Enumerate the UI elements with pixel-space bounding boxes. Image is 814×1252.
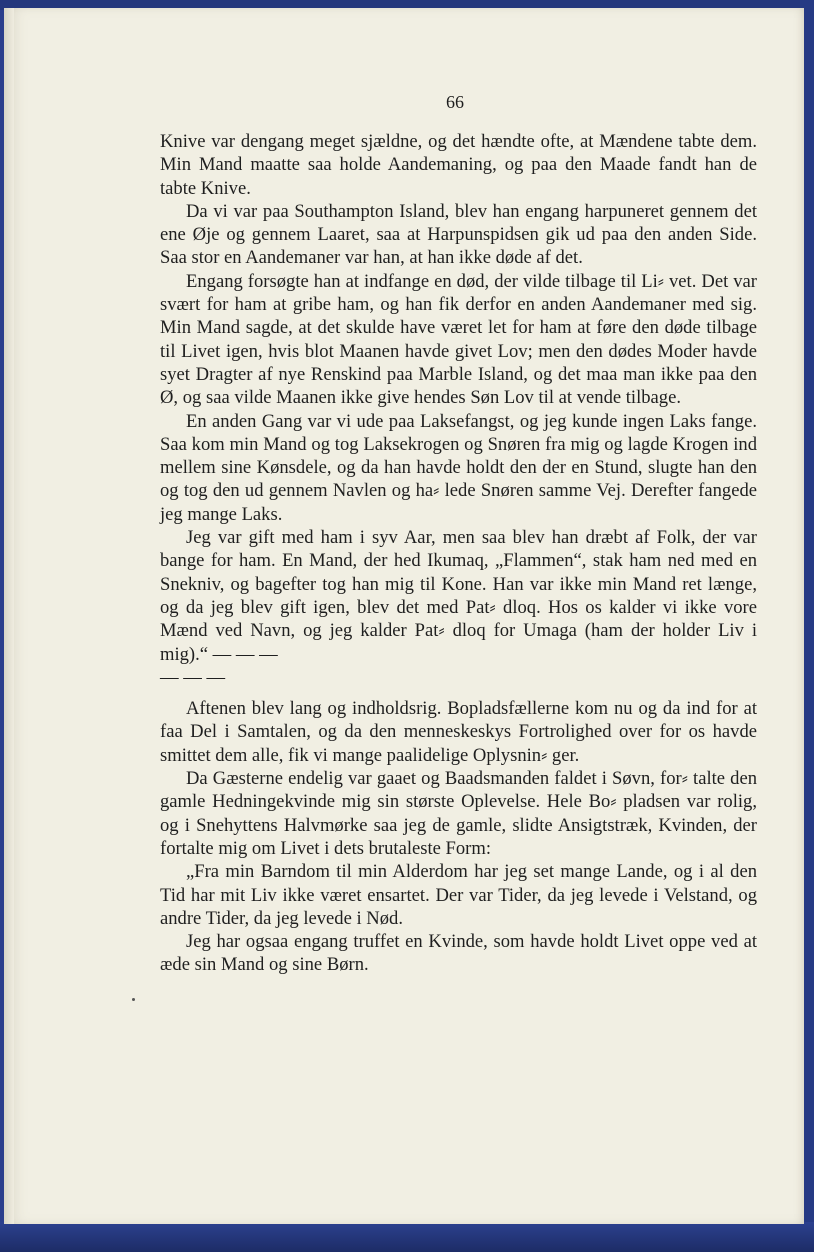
paragraph: Jeg har ogsaa engang truffet en Kvinde, som havde holdt Livet oppe ved at æde sin Mand og sine Børn.	[160, 931, 757, 976]
page-number: 66	[446, 92, 464, 112]
paragraph: Aftenen blev lang og indholdsrig. Bopladsfællerne kom nu og da ind for at faa Del i Samtalen, og da den menneskeskys Fortrolighed over for os havde smittet dem alle, fik vi mange paalidelige Oplysnin⸗ ger.	[160, 698, 757, 766]
section-break: — — —	[160, 666, 226, 688]
book-cover-bottom-edge	[0, 1222, 814, 1252]
paragraph: „Fra min Barndom til min Alderdom har jeg set mange Lande, og i al den Tid har mit Liv ikke været ensartet. Der var Tider, da jeg levede i Velstand, og andre Tider, da jeg levede i Nød.	[160, 861, 757, 929]
paragraph: En anden Gang var vi ude paa Laksefangst, og jeg kunde ingen Laks fange. Saa kom min Mand og tog Laksekrogen og Snøren fra mig og lagde Krogen ind mellem sine Kønsdele, og da han havde holdt den der en Stund, slugte han den og tog den ud gennem Navlen og ha⸗ lede Snøren samme Vej. Derefter fangede jeg mange Laks.	[160, 410, 757, 525]
body-text	[160, 130, 757, 977]
paragraph: Da Gæsterne endelig var gaaet og Baadsmanden faldet i Søvn, for⸗ talte den gamle Hedningekvinde mig sin største Oplevelse. Hele Bo⸗ pladsen var rolig, og i Snehyttens Halvmørke saa jeg de gamle, slidte Ansigtstræk, Kvinden, der fortalte mig om Livet i dets brutaleste Form:	[160, 768, 757, 859]
page-gutter-shadow	[4, 8, 14, 1224]
paragraph: Knive var dengang meget sjældne, og det hændte ofte, at Mændene tabte dem. Min Mand maatte saa holde Aandemaning, og paa den Maade fandt han de tabte Knive.	[160, 131, 757, 199]
paragraph: Da vi var paa Southampton Island, blev han engang harpuneret gennem det ene Øje og gennem Laaret, saa at Harpunspidsen gik ud paa den anden Side. Saa stor en Aandemaner var han, at han ikke døde af det.	[160, 200, 757, 269]
paragraph: Engang forsøgte han at indfange en død, der vilde tilbage til Li⸗ vet. Det var svært for ham at gribe ham, og han fik derfor en anden Aandemaner med sig. Min Mand sagde, at det skulde have været let for ham at føre den døde tilbage til Livet igen, hvis blot Maanen havde givet Lov; men den dødes Moder havde syet Dragter af nye Renskind paa Marble Island, og det maa man ikke paa den Ø, og saa vilde Maanen ikke give hendes Søn Lov til at vende tilbage.	[160, 270, 757, 409]
paper-speck	[132, 998, 135, 1001]
paragraph: Jeg var gift med ham i syv Aar, men saa blev han dræbt af Folk, der var bange for ham. En Mand, der hed Ikumaq, „Flammen“, stak ham ned med en Snekniv, og bagefter tog han mig til Kone. Han var ikke min Mand ret længe, og da jeg blev gift igen, blev det med Pat⸗ dloq. Hos os kalder vi ikke vore Mænd ved Navn, og jeg kalder Pat⸗ dloq for Umaga (ham der holder Liv i mig).“ — — —	[160, 527, 757, 665]
